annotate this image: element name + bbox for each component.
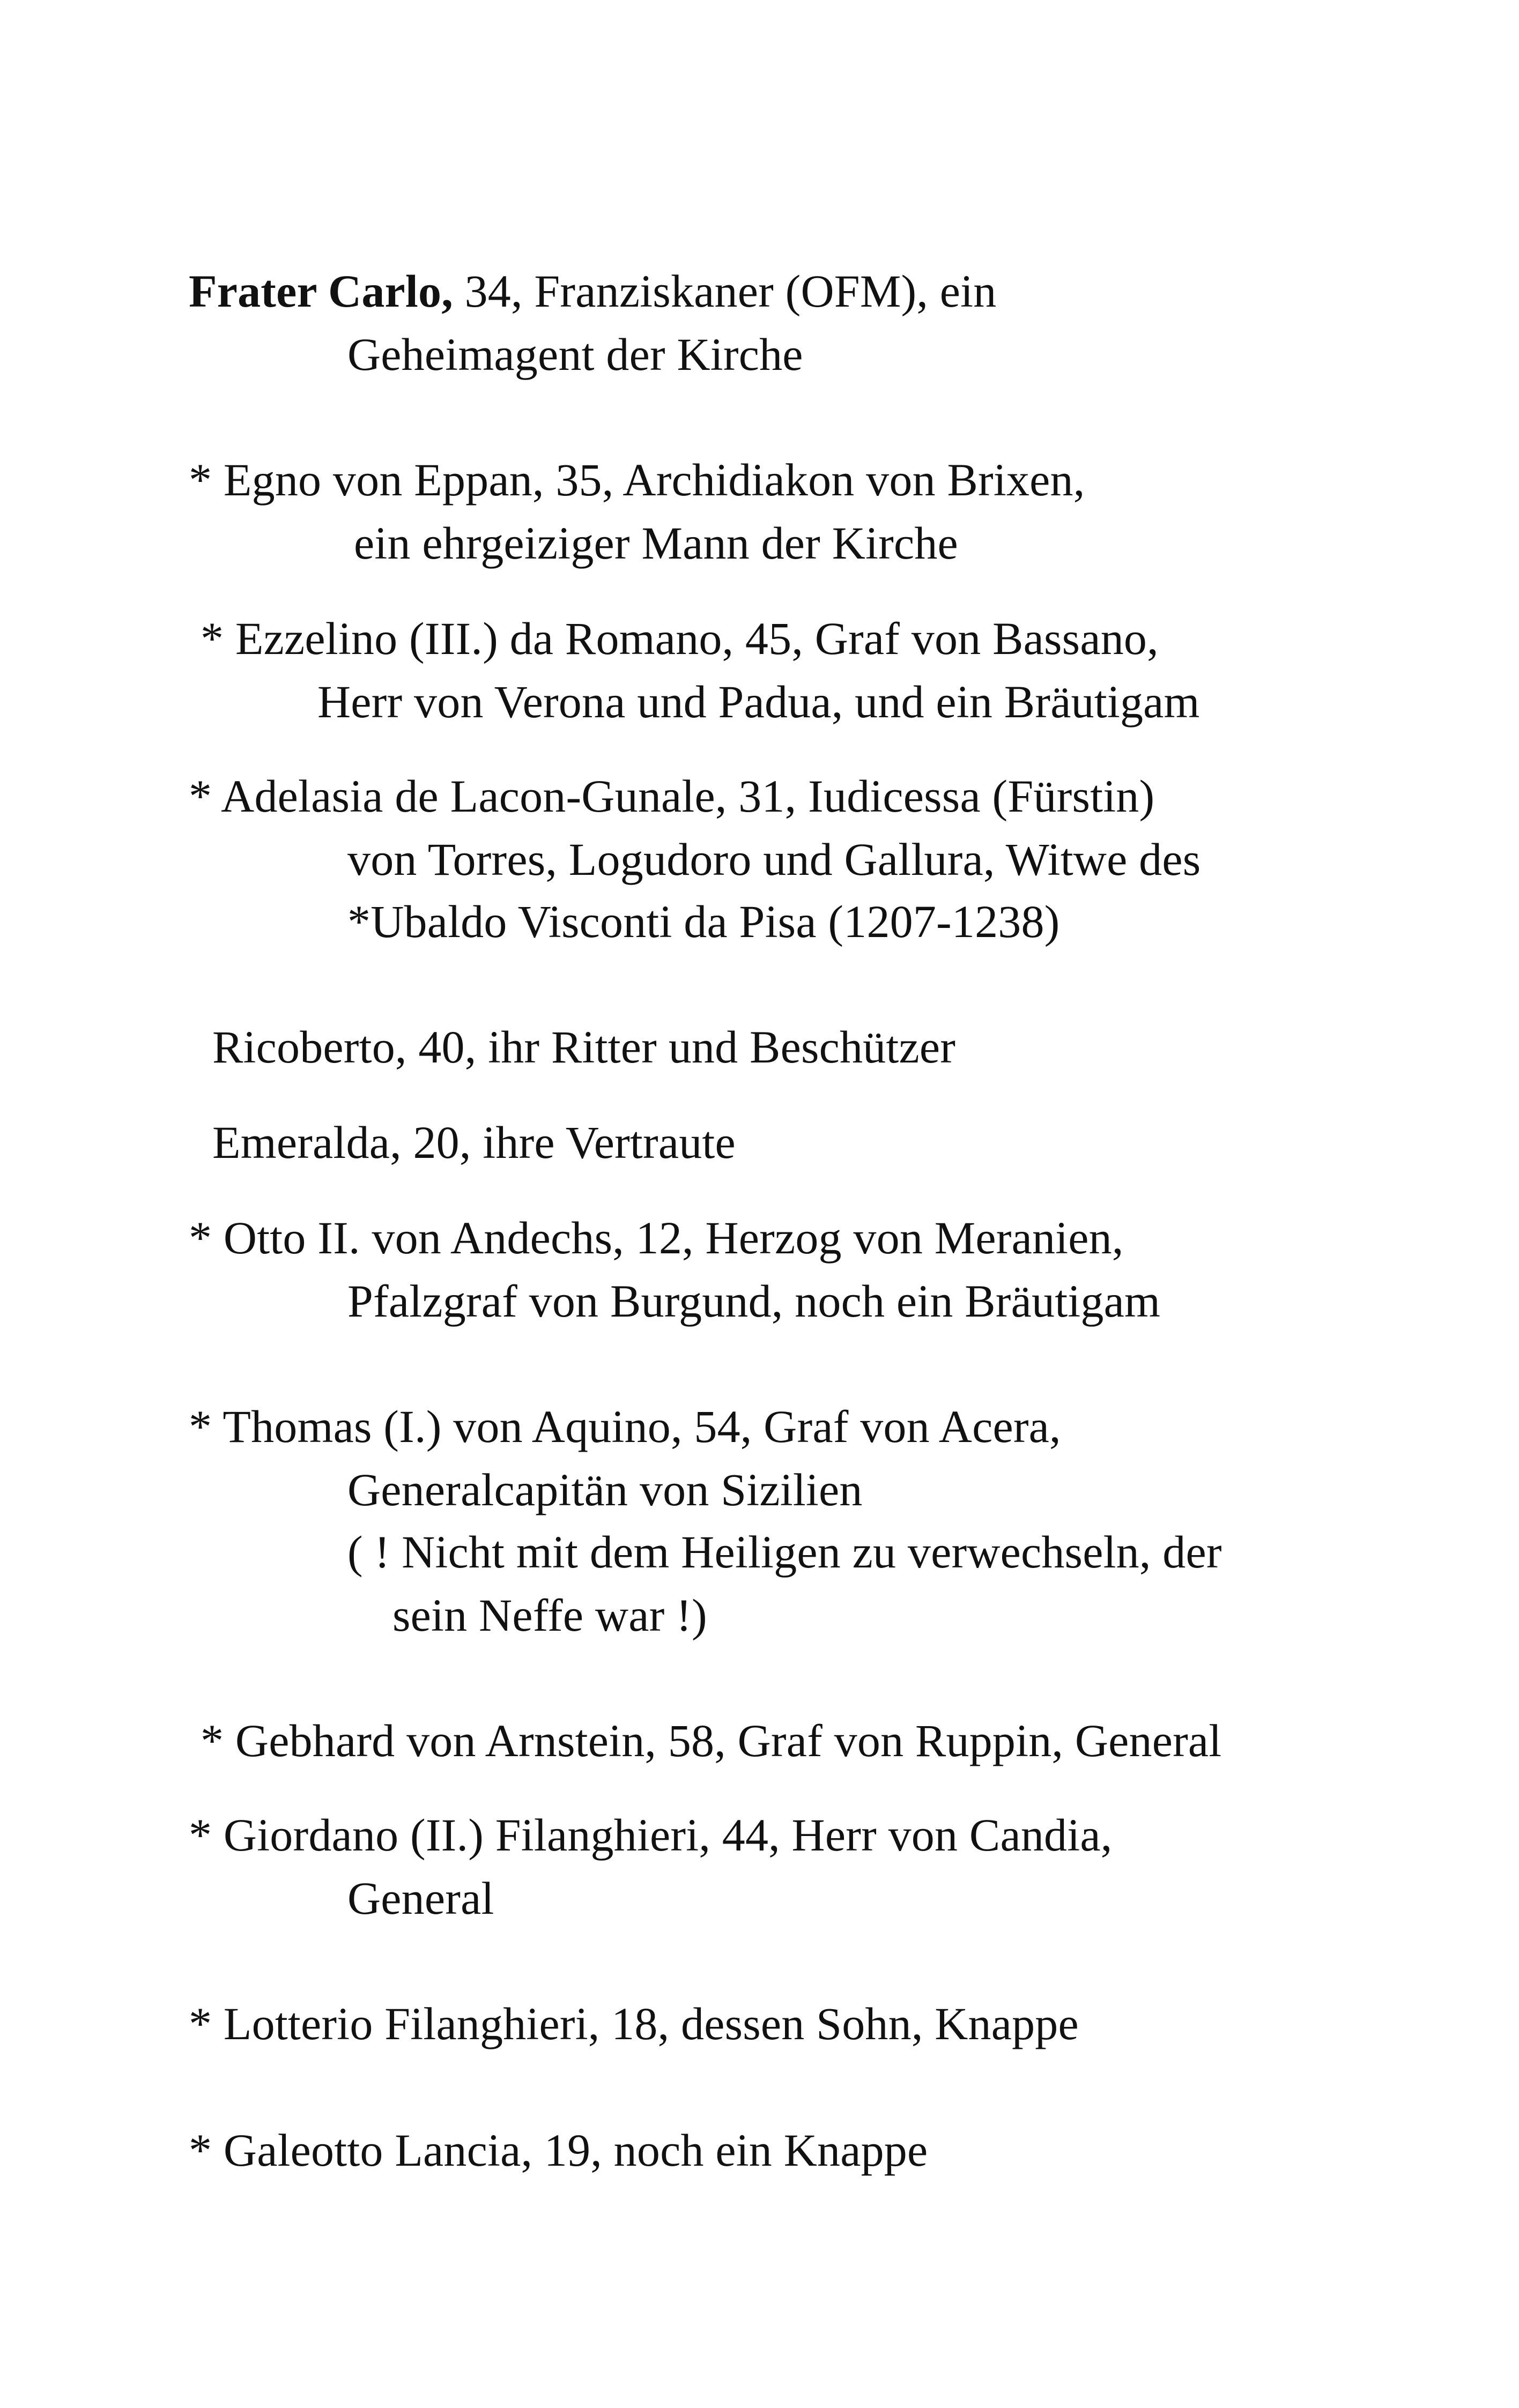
entry-egno-line-1: * Egno von Eppan, 35, Archidiakon von Brixen, bbox=[189, 454, 1085, 506]
entry-frater-carlo-line-2: Geheimagent der Kirche bbox=[347, 329, 803, 380]
entry-adelasia-line-2: von Torres, Logudoro und Gallura, Witwe des bbox=[347, 834, 1201, 885]
entry-gebhard-line-1: * Gebhard von Arnstein, 58, Graf von Ruppin, General bbox=[201, 1715, 1222, 1766]
entry-thomas-line-2: Generalcapitän von Sizilien bbox=[347, 1464, 863, 1515]
entry-giordano-line-2: General bbox=[347, 1872, 494, 1924]
entry-thomas-line-1: * Thomas (I.) von Aquino, 54, Graf von Acera, bbox=[189, 1401, 1061, 1452]
entry-frater-carlo-desc: 34, Franziskaner (OFM), ein bbox=[453, 265, 997, 317]
entry-frater-carlo-line-1 bbox=[189, 265, 997, 317]
entry-ricoberto-line-1: Ricoberto, 40, ihr Ritter und Beschützer bbox=[212, 1021, 956, 1073]
entry-ezzelino-line-2: Herr von Verona und Padua, und ein Bräutigam bbox=[317, 676, 1200, 727]
entry-thomas-line-4: sein Neffe war !) bbox=[392, 1589, 707, 1641]
entry-emeralda-line-1: Emeralda, 20, ihre Vertraute bbox=[212, 1117, 736, 1168]
entry-otto-line-1: * Otto II. von Andechs, 12, Herzog von Meranien, bbox=[189, 1212, 1124, 1264]
entry-adelasia-line-1: * Adelasia de Lacon-Gunale, 31, Iudicessa (Fürstin) bbox=[189, 770, 1155, 822]
entry-ezzelino-line-1: * Ezzelino (III.) da Romano, 45, Graf von Bassano, bbox=[201, 613, 1159, 664]
entry-egno-line-2: ein ehrgeiziger Mann der Kirche bbox=[354, 517, 958, 569]
entry-galeotto-line-1: * Galeotto Lancia, 19, noch ein Knappe bbox=[189, 2124, 928, 2176]
entry-giordano-line-1: * Giordano (II.) Filanghieri, 44, Herr von Candia, bbox=[189, 1809, 1113, 1861]
entry-adelasia-line-3: *Ubaldo Visconti da Pisa (1207-1238) bbox=[347, 896, 1060, 947]
entry-otto-line-2: Pfalzgraf von Burgund, noch ein Bräutigam bbox=[347, 1275, 1161, 1327]
entry-lotterio-line-1: * Lotterio Filanghieri, 18, dessen Sohn, Knappe bbox=[189, 1998, 1079, 2049]
entry-frater-carlo-name: Frater Carlo, bbox=[189, 265, 453, 317]
entry-thomas-line-3: ( ! Nicht mit dem Heiligen zu verwechseln, der bbox=[347, 1526, 1222, 1578]
